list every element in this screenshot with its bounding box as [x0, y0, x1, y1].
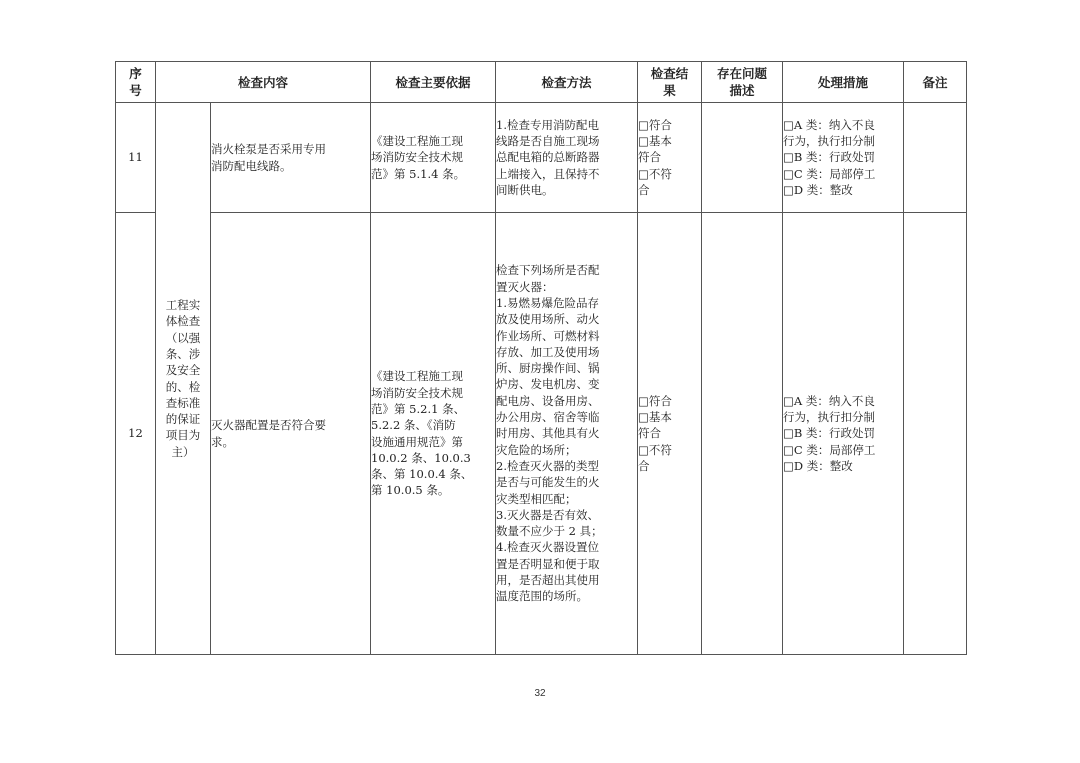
header-basis: 检查主要依据: [371, 62, 496, 103]
measure-options[interactable]: □A 类：纳入不良 行为，执行扣分制 □B 类：行政处罚 □C 类：局部停工 □D 类：整改: [783, 103, 904, 213]
header-remark: 备注: [904, 62, 967, 103]
check-content: 消火栓泵是否采用专用 消防配电线路。: [211, 103, 371, 213]
issue-description[interactable]: [702, 103, 783, 213]
remark-cell[interactable]: [904, 213, 967, 655]
check-basis: 《建设工程施工现 场消防安全技术规 范》第 5.2.1 条、 5.2.2 条、《消防 设施通用规范》第 10.0.2 条、10.0.3 条、第 10.0.4 条、 第 10.0.5 条。: [371, 213, 496, 655]
check-result-options[interactable]: □符合 □基本 符合 □不符 合: [638, 213, 702, 655]
header-row: [116, 62, 967, 103]
check-content: 灭火器配置是否符合要 求。: [211, 213, 371, 655]
header-content: 检查内容: [156, 62, 371, 103]
category-cell: 工程实 体检查 （以强 条、涉 及安全 的、检 查标准 的保证 项目为 主）: [156, 103, 211, 655]
header-issue: 存在问题 描述: [702, 62, 783, 103]
header-measure: 处理措施: [783, 62, 904, 103]
measure-options[interactable]: □A 类：纳入不良 行为，执行扣分制 □B 类：行政处罚 □C 类：局部停工 □D 类：整改: [783, 213, 904, 655]
inspection-table: [115, 61, 967, 655]
remark-cell[interactable]: [904, 103, 967, 213]
header-no: 序 号: [116, 62, 156, 103]
check-basis: 《建设工程施工现 场消防安全技术规 范》第 5.1.4 条。: [371, 103, 496, 213]
row-number: 12: [116, 213, 156, 655]
check-method: 1.检查专用消防配电 线路是否自施工现场 总配电箱的总断路器 上端接入，且保持不 间断供电。: [496, 103, 638, 213]
check-method: 检查下列场所是否配 置灭火器： 1.易燃易爆危险品存 放及使用场所、动火 作业场所、可燃材料 存放、加工及使用场 所、厨房操作间、锅 炉房、发电机房、变 配电房、设备用房、 办公用房、宿舍等临 时用房、其他具有火 灾危险的场所； 2.检查灭火器的类型 是否与可能发生的火 灾类型相匹配； 3.灭火器是否有效、 数量不应少于 2 具； 4.检查灭火器设置位 置是否明显和便于取 用，是否超出其使用 温度范围的场所。: [496, 213, 638, 655]
row-number: 11: [116, 103, 156, 213]
header-method: 检查方法: [496, 62, 638, 103]
page-number: 32: [534, 688, 546, 699]
header-result: 检查结 果: [638, 62, 702, 103]
issue-description[interactable]: [702, 213, 783, 655]
check-result-options[interactable]: □符合 □基本 符合 □不符 合: [638, 103, 702, 213]
table-row: [116, 213, 967, 655]
table-row: [116, 103, 967, 213]
